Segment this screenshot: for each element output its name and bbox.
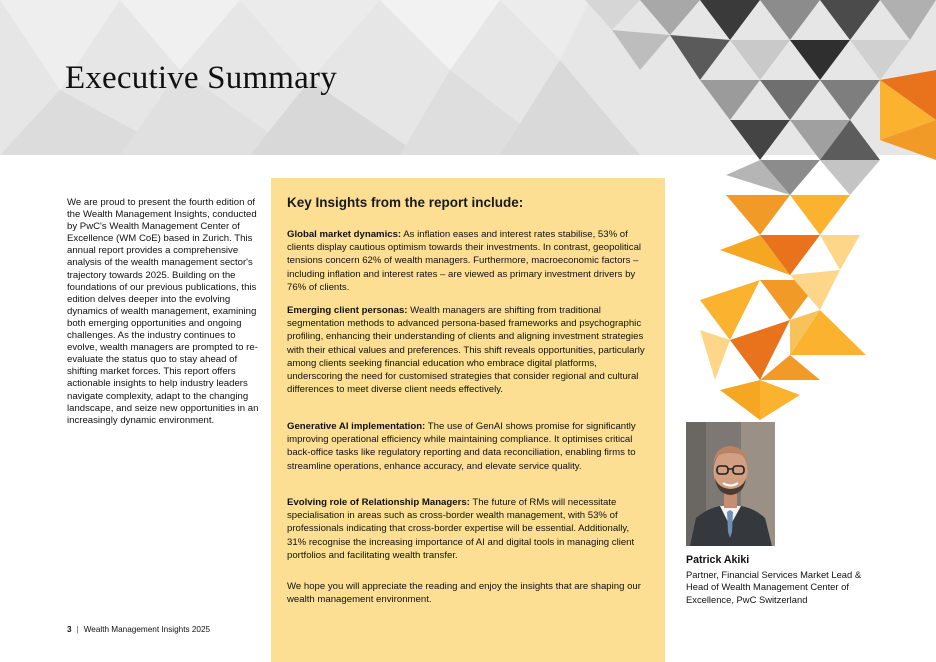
footer-separator: | — [76, 625, 79, 634]
page-title: Executive Summary — [65, 60, 337, 96]
insight-title: Global market dynamics: — [287, 229, 402, 240]
closing-paragraph: We hope you will appreciate the reading and enjoy the insights that are shaping our wealth management environment. — [287, 581, 641, 606]
key-insights-panel — [271, 178, 665, 662]
insight-title: Evolving role of Relationship Managers: — [287, 497, 470, 508]
insight-emerging-client-personas — [287, 304, 651, 396]
publication-name: Wealth Management Insights 2025 — [83, 625, 211, 634]
page-footer — [67, 625, 210, 634]
portrait-photo — [686, 422, 775, 546]
insight-title: Emerging client personas: — [287, 305, 408, 316]
key-insights-heading: Key Insights from the report include: — [287, 195, 524, 210]
person-role: Partner, Financial Services Market Lead & Head of Wealth Management Center of Excellence, PwC Switzerland — [686, 569, 862, 605]
insight-text: The future of RMs will necessitate specialisation in areas such as cross-border wealth management, with 53% of professionals indicating that cross-border expertise will be essential. Additionally, 31% recognise the increasing importance of AI and digital tools in managing client portfolios and facilitating wealth transfer. — [287, 497, 635, 561]
insight-text: Wealth managers are shifting from traditional segmentation methods to advanced persona-based frameworks and psychographic profiling, enhancing their understanding of clients and aligning investment strategies with their ethical values and preferences. This shift reveals opportunities, particularly among clients seeking financial education who embrace digital platforms, underscoring the need for customised strategies that consider regional and cultural differences to meet diverse client needs effectively. — [287, 305, 645, 396]
insight-title: Generative AI implementation: — [287, 421, 426, 432]
insight-generative-ai — [287, 420, 651, 473]
insight-relationship-managers — [287, 496, 651, 562]
page-number: 3 — [67, 625, 72, 634]
intro-paragraph: We are proud to present the fourth edition of the Wealth Management Insights, conducted by PwC's Wealth Management Center of Excellence (WM CoE) based in Zurich. This annual report provides a comprehensive analysis of the wealth management sector's trajectory towards 2025. Building on the foundations of our previous publications, this edition delves deeper into the evolving dynamics of wealth management, examining both emerging opportunities and ongoing challenges. As the industry continues to evolve, wealth managers are prompted to re-evaluate the status quo to stay ahead of shifting market forces. This report offers actionable insights to help industry leaders navigate complexity, adapt to the changing landscape, and seize new opportunities in an increasingly dynamic environment. — [67, 197, 259, 426]
person-name: Patrick Akiki — [686, 554, 750, 566]
insight-text: As inflation eases and interest rates stabilise, 53% of clients display cautious optimism towards their investments. In contrast, geopolitical tensions concern 62% of wealth managers. Furthermore, macroeconomic factors – including inflation and interest rates – are viewed as primary investment drivers by 76% of clients. — [287, 229, 642, 293]
insight-global-market-dynamics — [287, 228, 651, 294]
insight-text: The use of GenAI shows promise for significantly improving operational efficiency while maintaining compliance. It optimises critical back-office tasks like regulatory reporting and data reconciliation, enabling firms to streamline operations, enhance accuracy, and elevate service quality. — [287, 421, 636, 472]
